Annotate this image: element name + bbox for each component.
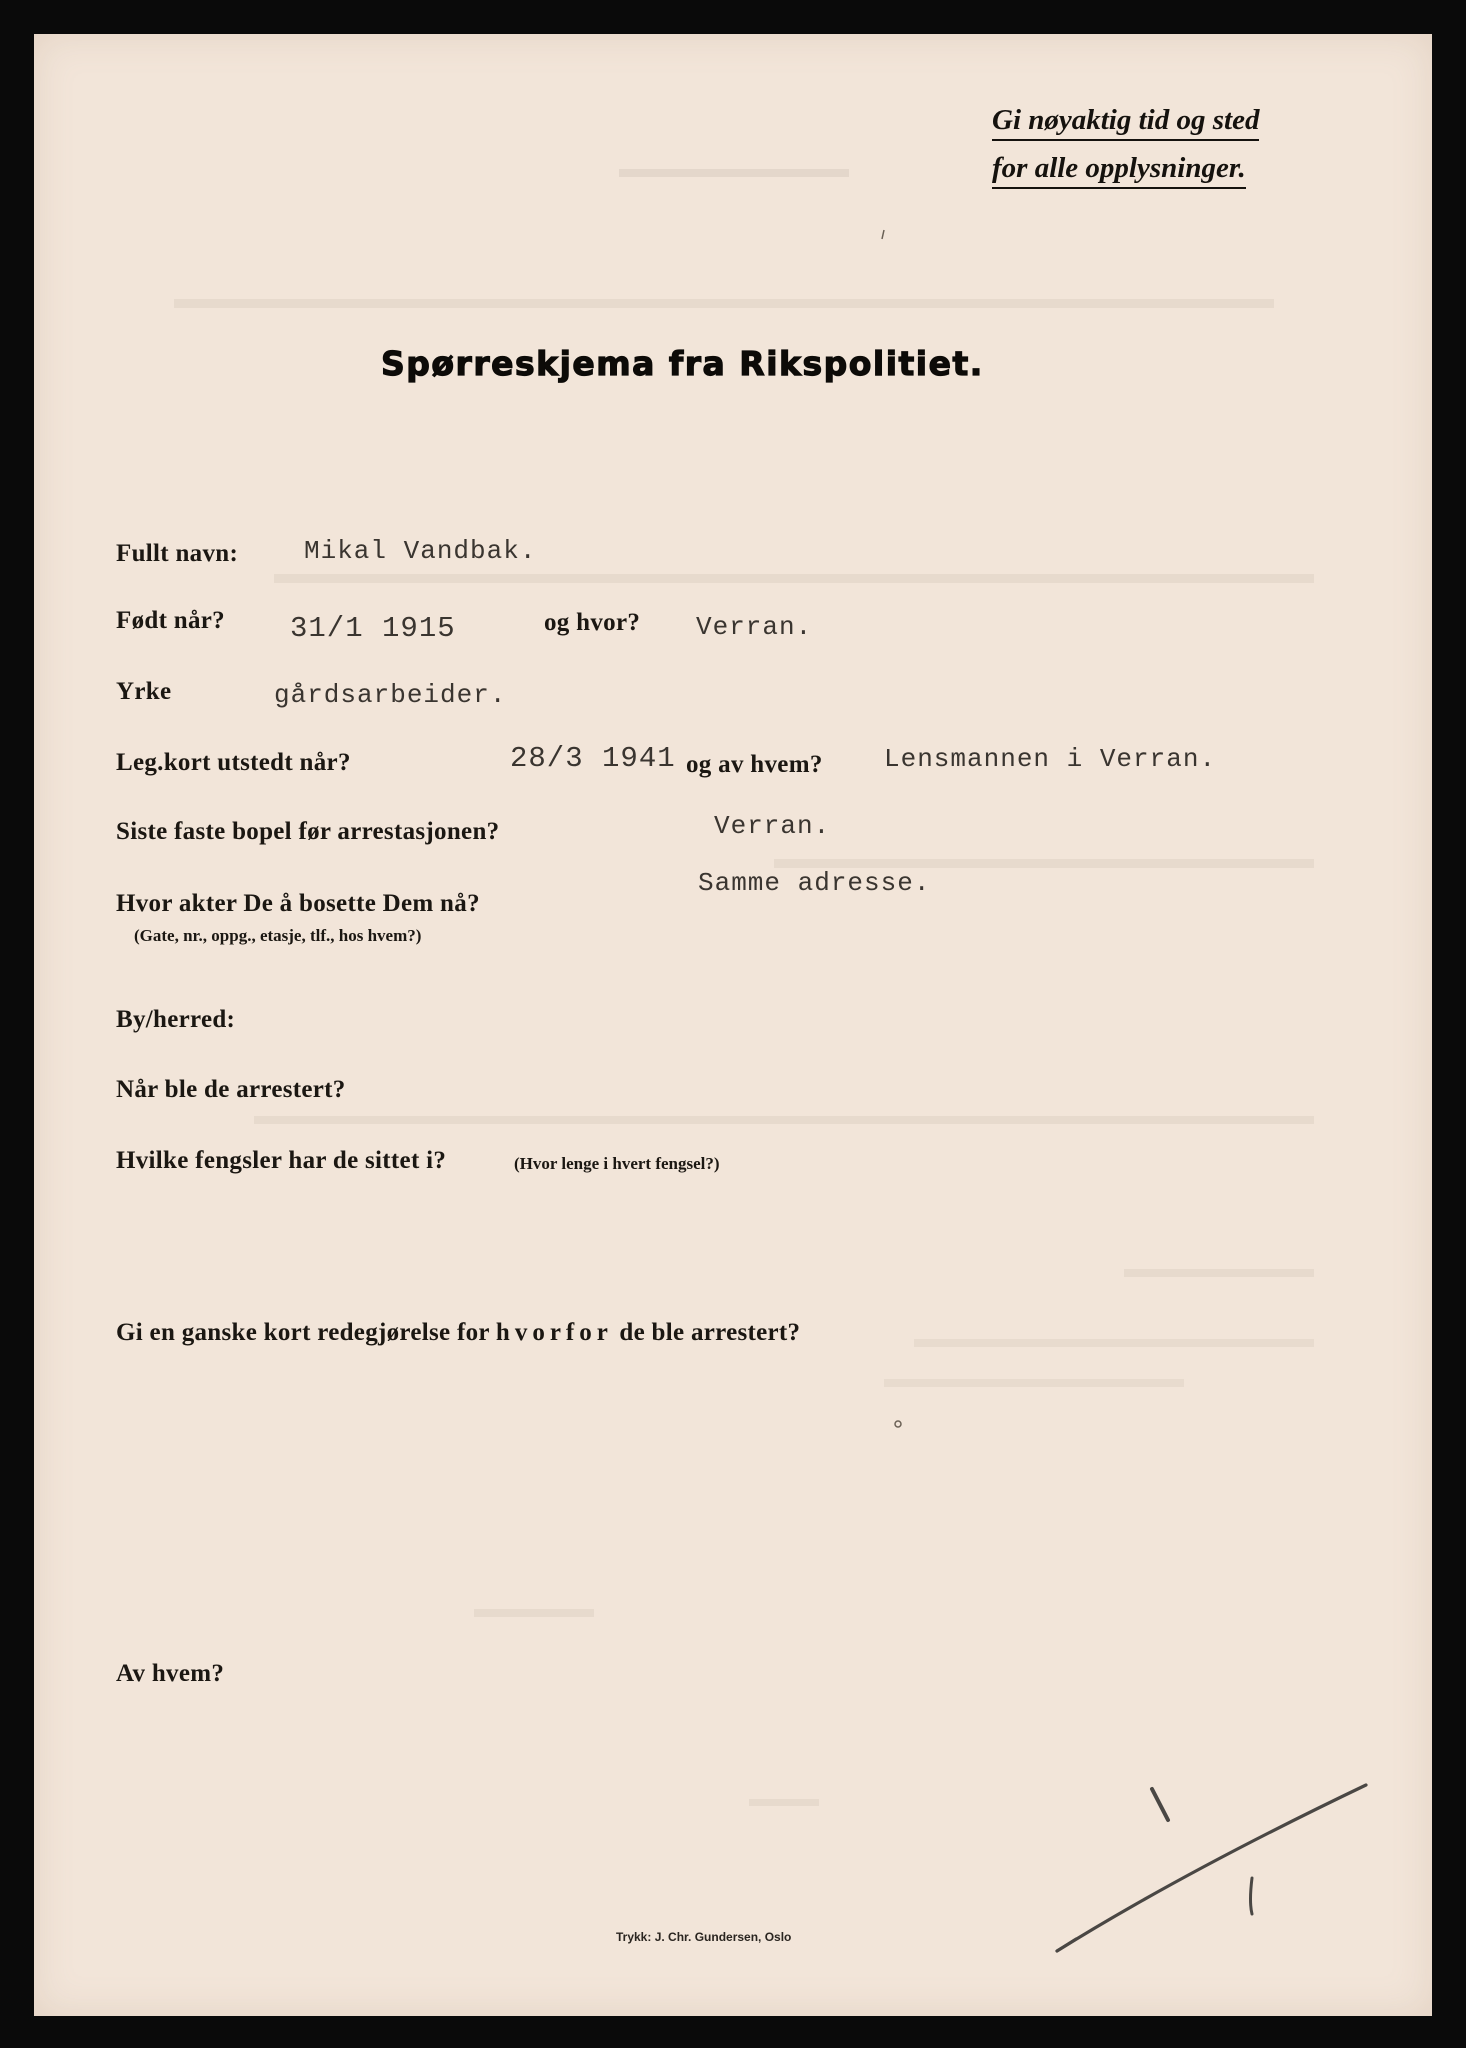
prisons-label: Hvilke fengsler har de sittet i? — [116, 1147, 447, 1174]
by-whom-label: Av hvem? — [116, 1660, 225, 1687]
printer-imprint: Trykk: J. Chr. Gundersen, Oslo — [616, 1930, 792, 1944]
form-title: Spørreskjema fra Rikspolitiet. — [381, 344, 984, 383]
corner-note-line2: for alle opplysninger. — [992, 152, 1246, 189]
last-residence-label: Siste faste bopel før arrestasjonen? — [116, 818, 500, 845]
ink-marks — [34, 34, 1432, 2016]
settle-where-label: Hvor akter De å bosette Dem nå? — [116, 890, 480, 917]
reason-label-emphasis: hvorfor — [495, 1319, 613, 1346]
form-page — [34, 34, 1432, 2016]
settle-where-hint: (Gate, nr., oppg., etasje, tlf., hos hvem?) — [134, 926, 422, 945]
id-card-by-label: og av hvem? — [686, 751, 823, 778]
id-card-when-value: 28/3 1941 — [510, 742, 676, 775]
id-card-by-value: Lensmannen i Verran. — [884, 744, 1217, 774]
born-where-value: Verran. — [696, 612, 813, 642]
born-when-label: Født når? — [116, 607, 225, 634]
occupation-value: gårdsarbeider. — [274, 680, 507, 710]
municipality-label: By/herred: — [116, 1006, 236, 1033]
pencil-check-mark — [1057, 1785, 1366, 1951]
full-name-value: Mikal Vandbak. — [304, 536, 537, 566]
arrested-when-label: Når ble de arrestert? — [116, 1076, 346, 1103]
full-name-label: Fullt navn: — [116, 540, 239, 567]
reason-label-post: de ble arrestert? — [619, 1319, 801, 1346]
reason-label-pre: Gi en ganske kort redegjørelse for — [116, 1319, 490, 1346]
id-card-when-label: Leg.kort utstedt når? — [116, 749, 351, 776]
occupation-label: Yrke — [116, 678, 172, 705]
born-where-label: og hvor? — [544, 609, 641, 636]
born-when-value: 31/1 1915 — [290, 612, 456, 645]
corner-note-line1: Gi nøyaktig tid og sted — [992, 104, 1259, 141]
settle-where-value: Samme adresse. — [698, 868, 931, 898]
bleed-through-text — [174, 169, 1314, 1806]
last-residence-value: Verran. — [714, 811, 831, 841]
prisons-hint: (Hvor lenge i hvert fengsel?) — [514, 1154, 720, 1173]
